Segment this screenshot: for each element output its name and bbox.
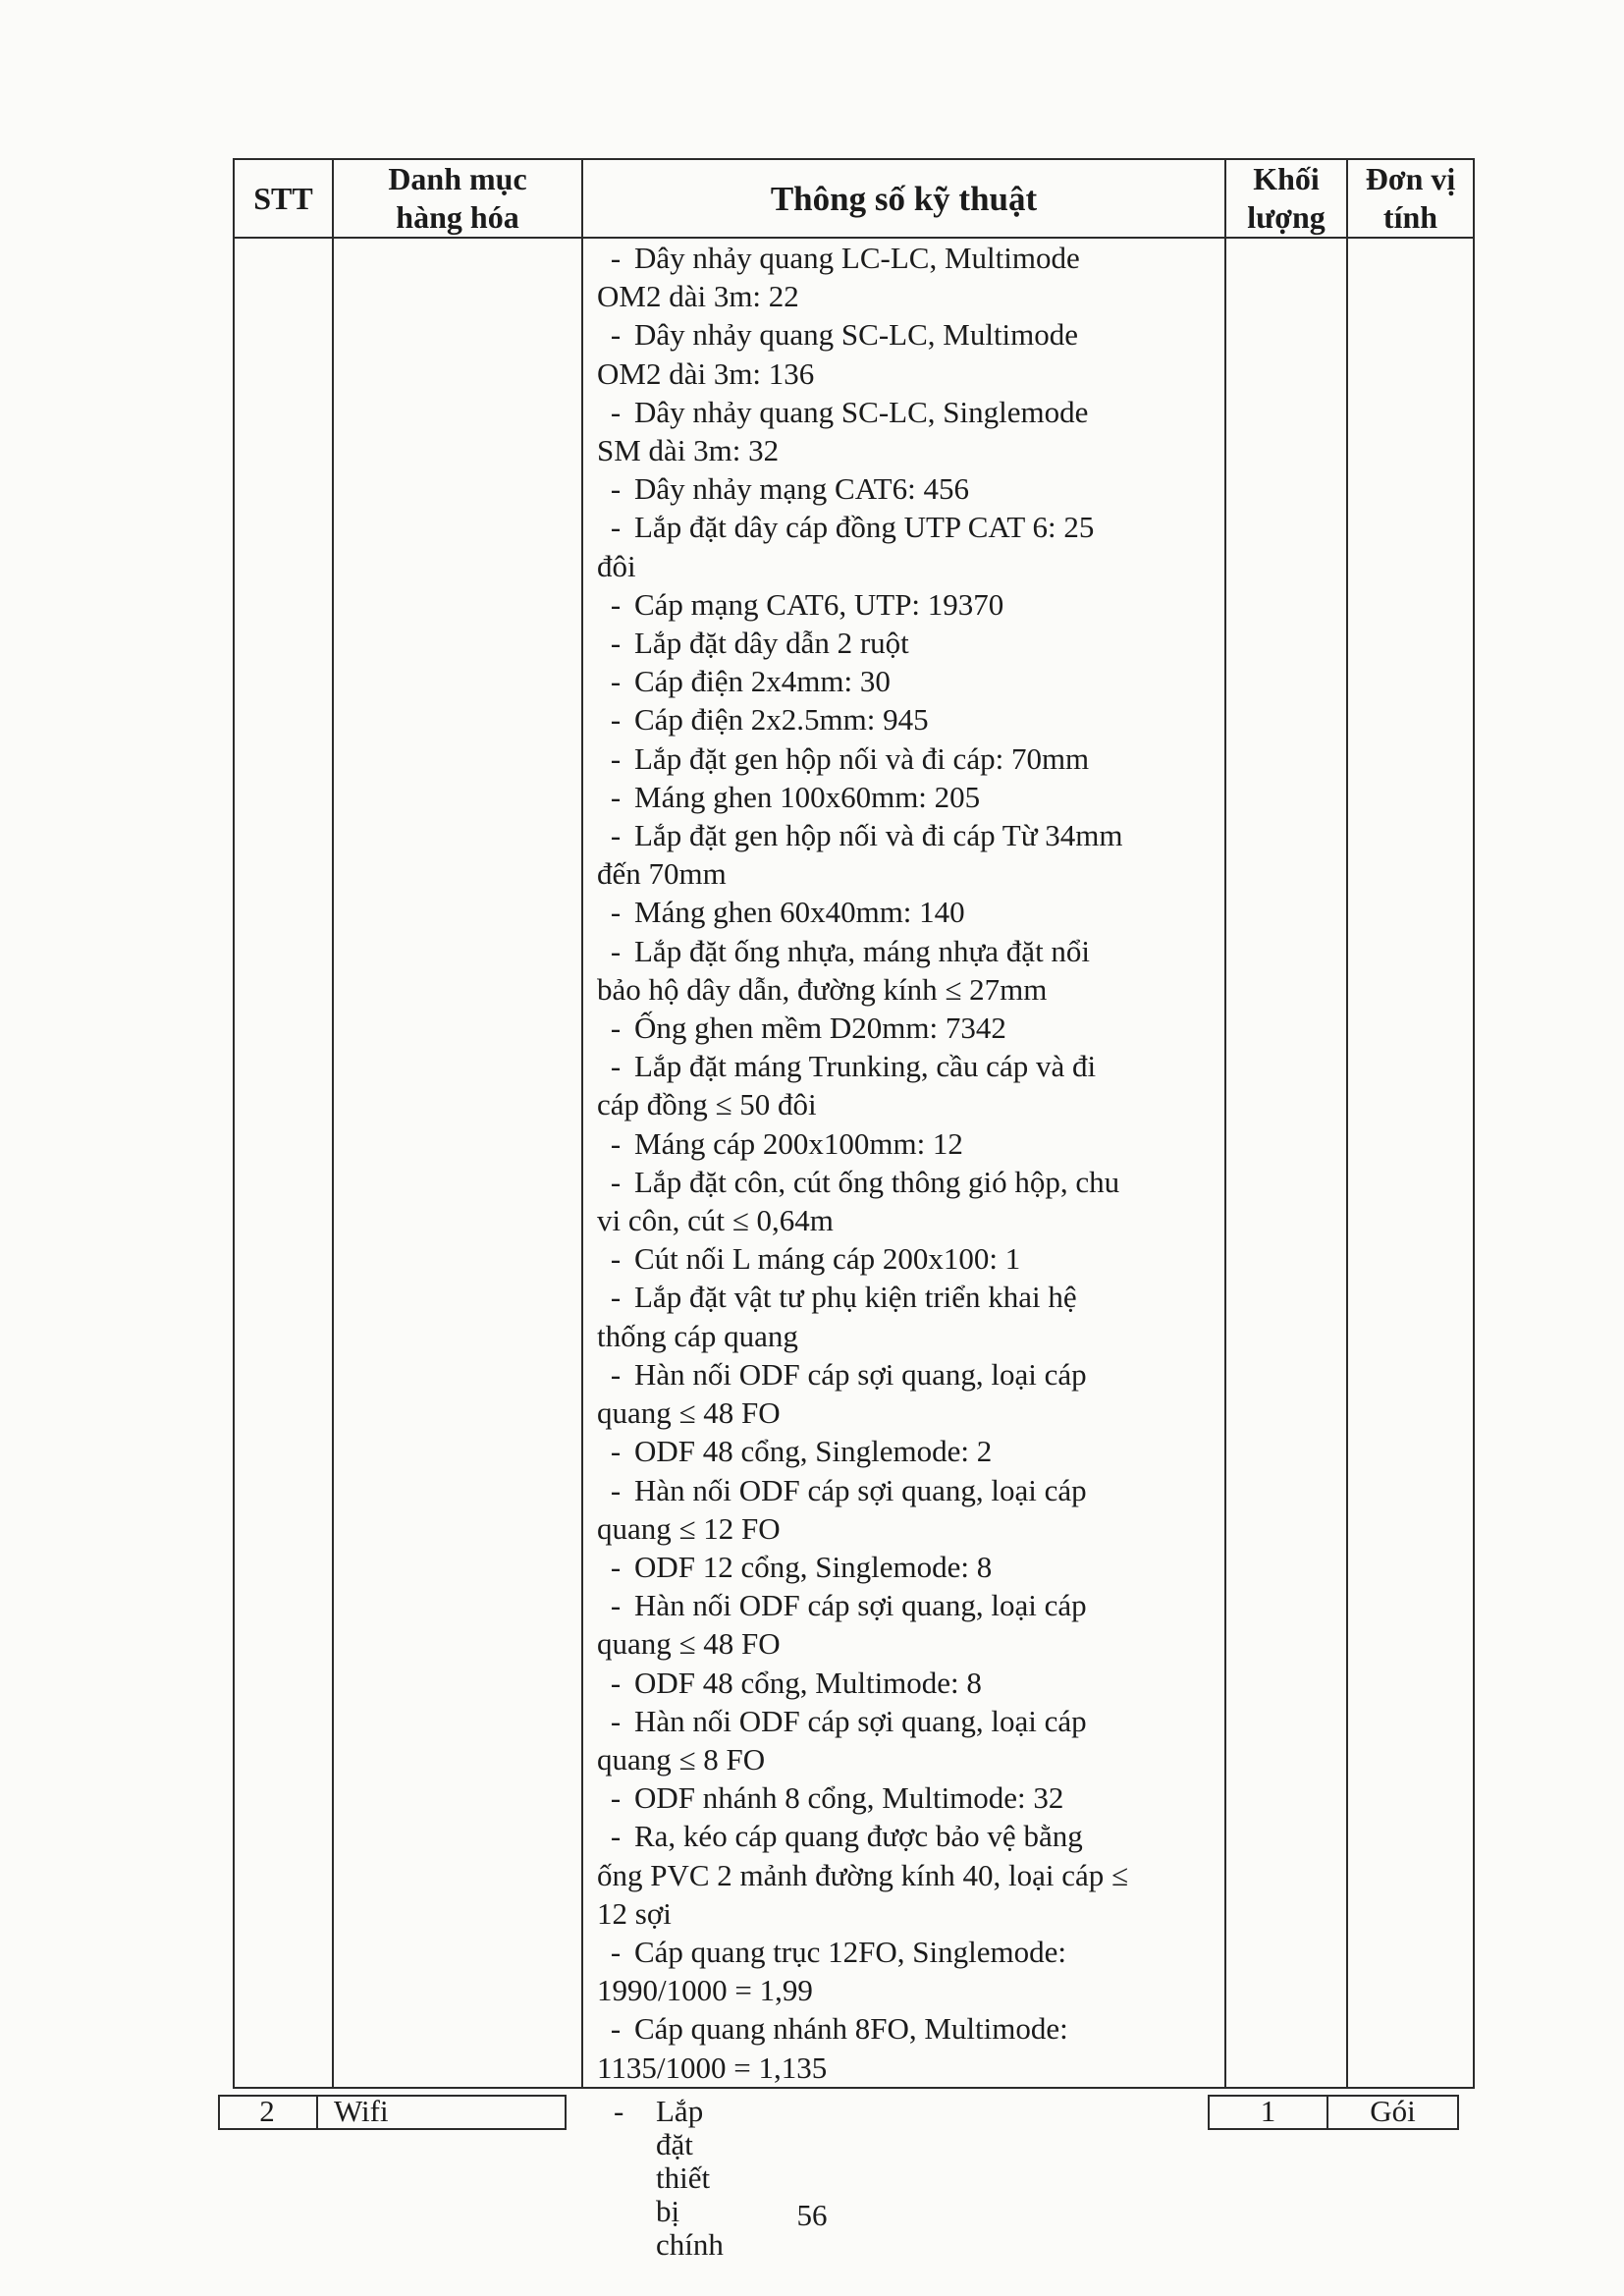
spec-line-text: Ra, kéo cáp quang được bảo vệ bằng xyxy=(634,1819,1083,1854)
spec-line-text: đôi xyxy=(597,548,636,583)
spec-line xyxy=(597,1355,1217,1394)
spec-line xyxy=(597,508,1217,546)
spec-line-text: ODF 48 cổng, Multimode: 8 xyxy=(634,1665,982,1700)
spec-line xyxy=(597,1817,1217,1855)
spec-line xyxy=(597,1933,1217,1971)
spec-line xyxy=(597,2009,1217,2048)
table-row xyxy=(234,238,1474,2088)
spec-bullet-dash: - xyxy=(610,1011,622,1046)
spec-line-text: Máng cáp 200x100mm: 12 xyxy=(634,1125,963,1161)
page-number: 56 xyxy=(796,2198,828,2232)
spec-bullet-dash: - xyxy=(610,241,622,275)
row1-unit-cell xyxy=(1347,238,1474,2088)
spec-bullet-dash: - xyxy=(610,1241,622,1277)
spec-line xyxy=(597,1548,1217,1586)
spec-line-text: Hàn nối ODF cáp sợi quang, loại cáp xyxy=(634,1588,1087,1623)
spec-bullet-dash: - xyxy=(610,1934,622,1969)
header-unit: Đơn vị tính xyxy=(1347,159,1474,238)
spec-line-text: OM2 dài 3m: 136 xyxy=(597,355,815,391)
spec-line xyxy=(597,2049,1217,2087)
spec-line-text: Dây nhảy quang SC-LC, Multimode xyxy=(634,317,1079,353)
spec-line xyxy=(597,1509,1217,1548)
spec-line-text: ODF 48 cổng, Singlemode: 2 xyxy=(634,1434,993,1469)
header-spec: Thông số kỹ thuật xyxy=(582,159,1225,238)
header-stt: STT xyxy=(234,159,333,238)
spec-line-text: Hàn nối ODF cáp sợi quang, loại cáp xyxy=(634,1472,1087,1507)
spec-line-text: Cáp quang nhánh 8FO, Multimode: xyxy=(634,2011,1068,2047)
spec-line xyxy=(597,1894,1217,1933)
spec-line-text: 1990/1000 = 1,99 xyxy=(597,1973,813,2008)
spec-line xyxy=(597,1047,1217,1085)
spec-line-text: Hàn nối ODF cáp sợi quang, loại cáp xyxy=(634,1703,1087,1738)
spec-line-text: cáp đồng ≤ 50 đôi xyxy=(597,1087,817,1122)
spec-line-text: quang ≤ 48 FO xyxy=(597,1395,781,1431)
spec-line xyxy=(597,1085,1217,1123)
spec-line xyxy=(597,1278,1217,1316)
spec-bullet-dash: - xyxy=(610,818,622,853)
spec-line xyxy=(597,1971,1217,2009)
spec-bullet-dash: - xyxy=(610,702,622,738)
spec-bullet-dash: - xyxy=(610,1588,622,1623)
spec-line xyxy=(597,816,1217,854)
spec-line-text: ODF 12 cổng, Singlemode: 8 xyxy=(634,1549,993,1584)
spec-line-text: đến 70mm xyxy=(597,856,727,892)
spec-line xyxy=(597,1009,1217,1047)
spec-table xyxy=(233,158,1475,2089)
spec-bullet-dash: - xyxy=(610,394,622,429)
spec-line xyxy=(597,1624,1217,1663)
spec-bullet-dash: - xyxy=(610,1049,622,1084)
spec-bullet-dash: - xyxy=(610,664,622,699)
spec-line-text: vi côn, cút ≤ 0,64m xyxy=(597,1203,834,1238)
spec-line xyxy=(597,932,1217,970)
spec-bullet-dash: - xyxy=(610,1356,622,1392)
spec-bullet-dash: - xyxy=(610,740,622,776)
row1-quantity-cell xyxy=(1225,238,1347,2088)
spec-line xyxy=(597,1856,1217,1894)
spec-line-text: Máng ghen 60x40mm: 140 xyxy=(634,895,965,930)
header-category: Danh mục hàng hóa xyxy=(333,159,582,238)
spec-line-text: ống PVC 2 mảnh đường kính 40, loại cáp ≤ xyxy=(597,1857,1129,1892)
spec-line xyxy=(597,1317,1217,1355)
spec-line-text: ODF nhánh 8 cổng, Multimode: 32 xyxy=(634,1780,1064,1816)
spec-line xyxy=(597,700,1217,738)
spec-line-text: Cút nối L máng cáp 200x100: 1 xyxy=(634,1241,1021,1277)
spec-bullet-dash: - xyxy=(610,895,622,930)
spec-line xyxy=(597,1124,1217,1163)
spec-line-text: Lắp đặt dây dẫn 2 ruột xyxy=(634,626,909,661)
spec-line-text: Dây nhảy quang SC-LC, Singlemode xyxy=(634,394,1089,429)
spec-bullet-dash: - xyxy=(610,626,622,661)
spec-bullet-dash: - xyxy=(610,586,622,622)
spec-line xyxy=(597,469,1217,508)
spec-bullet-dash: - xyxy=(610,1472,622,1507)
spec-line xyxy=(597,893,1217,931)
row2-spec: Lắp đặt thiết bị chính xyxy=(656,2094,724,2262)
spec-bullet-dash: - xyxy=(610,2011,622,2047)
spec-bullet-dash: - xyxy=(610,1549,622,1584)
spec-line-text: Cáp điện 2x2.5mm: 945 xyxy=(634,702,929,738)
spec-bullet-dash: - xyxy=(610,510,622,545)
header-quantity: Khối lượng xyxy=(1225,159,1347,238)
row1-spec-cell xyxy=(582,238,1225,2088)
spec-line-text: Lắp đặt gen hộp nối và đi cáp Từ 34mm xyxy=(634,818,1123,853)
spec-line-text: quang ≤ 12 FO xyxy=(597,1510,781,1546)
spec-line-text: thống cáp quang xyxy=(597,1318,798,1353)
spec-line-text: bảo hộ dây dẫn, đường kính ≤ 27mm xyxy=(597,971,1048,1007)
spec-line-text: 12 sợi xyxy=(597,1895,672,1931)
spec-line xyxy=(597,1740,1217,1778)
spec-bullet-dash: - xyxy=(610,1703,622,1738)
spec-bullet-dash: - xyxy=(610,933,622,968)
spec-line-text: Lắp đặt côn, cút ống thông gió hộp, chu xyxy=(634,1164,1120,1199)
spec-line xyxy=(597,315,1217,354)
spec-line xyxy=(597,778,1217,816)
spec-line xyxy=(597,854,1217,893)
spec-line xyxy=(597,970,1217,1009)
spec-line xyxy=(597,1394,1217,1432)
spec-line xyxy=(597,1239,1217,1278)
spec-line-text: Dây nhảy quang LC-LC, Multimode xyxy=(634,241,1080,275)
spec-line-text: Cáp điện 2x4mm: 30 xyxy=(634,664,891,699)
row1-stt-cell xyxy=(234,238,333,2088)
spec-line-text: Dây nhảy mạng CAT6: 456 xyxy=(634,471,969,507)
spec-line xyxy=(597,1163,1217,1201)
spec-line-text: quang ≤ 8 FO xyxy=(597,1741,766,1777)
spec-bullet-dash: - xyxy=(610,1164,622,1199)
spec-line-text: SM dài 3m: 32 xyxy=(597,433,780,468)
spec-line xyxy=(597,1778,1217,1817)
spec-bullet-dash: - xyxy=(610,317,622,353)
spec-line-text: Ống ghen mềm D20mm: 7342 xyxy=(634,1011,1006,1046)
spec-line xyxy=(597,1201,1217,1239)
spec-bullet-dash: - xyxy=(610,1434,622,1469)
spec-line xyxy=(597,662,1217,700)
row2-category: Wifi xyxy=(334,2094,389,2128)
spec-line xyxy=(597,277,1217,315)
spec-bullet-dash: - xyxy=(610,471,622,507)
spec-line-text: Hàn nối ODF cáp sợi quang, loại cáp xyxy=(634,1356,1087,1392)
spec-line xyxy=(597,1702,1217,1740)
spec-line-text: quang ≤ 48 FO xyxy=(597,1626,781,1662)
spec-bullet-dash: - xyxy=(610,1780,622,1816)
row2-quantity: 1 xyxy=(1260,2094,1276,2128)
spec-bullet-dash: - xyxy=(610,1280,622,1315)
spec-line xyxy=(597,1664,1217,1702)
table-header-row xyxy=(234,159,1474,238)
spec-line xyxy=(597,1432,1217,1470)
spec-line-text: Lắp đặt gen hộp nối và đi cáp: 70mm xyxy=(634,740,1090,776)
spec-line-text: 1135/1000 = 1,135 xyxy=(597,2050,828,2085)
spec-line-text: Lắp đặt vật tư phụ kiện triển khai hệ xyxy=(634,1280,1077,1315)
spec-bullet-dash: - xyxy=(610,779,622,814)
spec-line xyxy=(597,239,1217,277)
spec-line-text: Cáp mạng CAT6, UTP: 19370 xyxy=(634,586,1004,622)
spec-line xyxy=(597,355,1217,393)
row1-category-cell xyxy=(333,238,582,2088)
spec-line-text: Cáp quang trục 12FO, Singlemode: xyxy=(634,1934,1066,1969)
spec-bullet-dash: - xyxy=(610,1819,622,1854)
spec-line-text: Lắp đặt dây cáp đồng UTP CAT 6: 25 xyxy=(634,510,1095,545)
row2-stt: 2 xyxy=(259,2094,275,2128)
spec-line xyxy=(597,624,1217,662)
spec-bullet-dash: - xyxy=(610,1665,622,1700)
spec-line xyxy=(597,431,1217,469)
spec-line xyxy=(597,585,1217,624)
spec-line xyxy=(597,1471,1217,1509)
spec-line-text: OM2 dài 3m: 22 xyxy=(597,279,799,314)
spec-line-text: Máng ghen 100x60mm: 205 xyxy=(634,779,981,814)
spec-bullet-dash: - xyxy=(610,1125,622,1161)
spec-line-text: Lắp đặt ống nhựa, máng nhựa đặt nổi xyxy=(634,933,1091,968)
row2-spec-dash: - xyxy=(614,2094,624,2128)
spec-line xyxy=(597,739,1217,778)
spec-line xyxy=(597,393,1217,431)
spec-line xyxy=(597,1586,1217,1624)
spec-line-text: Lắp đặt máng Trunking, cầu cáp và đi xyxy=(634,1049,1097,1084)
row2-unit: Gói xyxy=(1370,2094,1416,2128)
row2-divider xyxy=(316,2095,318,2130)
spec-line xyxy=(597,547,1217,585)
